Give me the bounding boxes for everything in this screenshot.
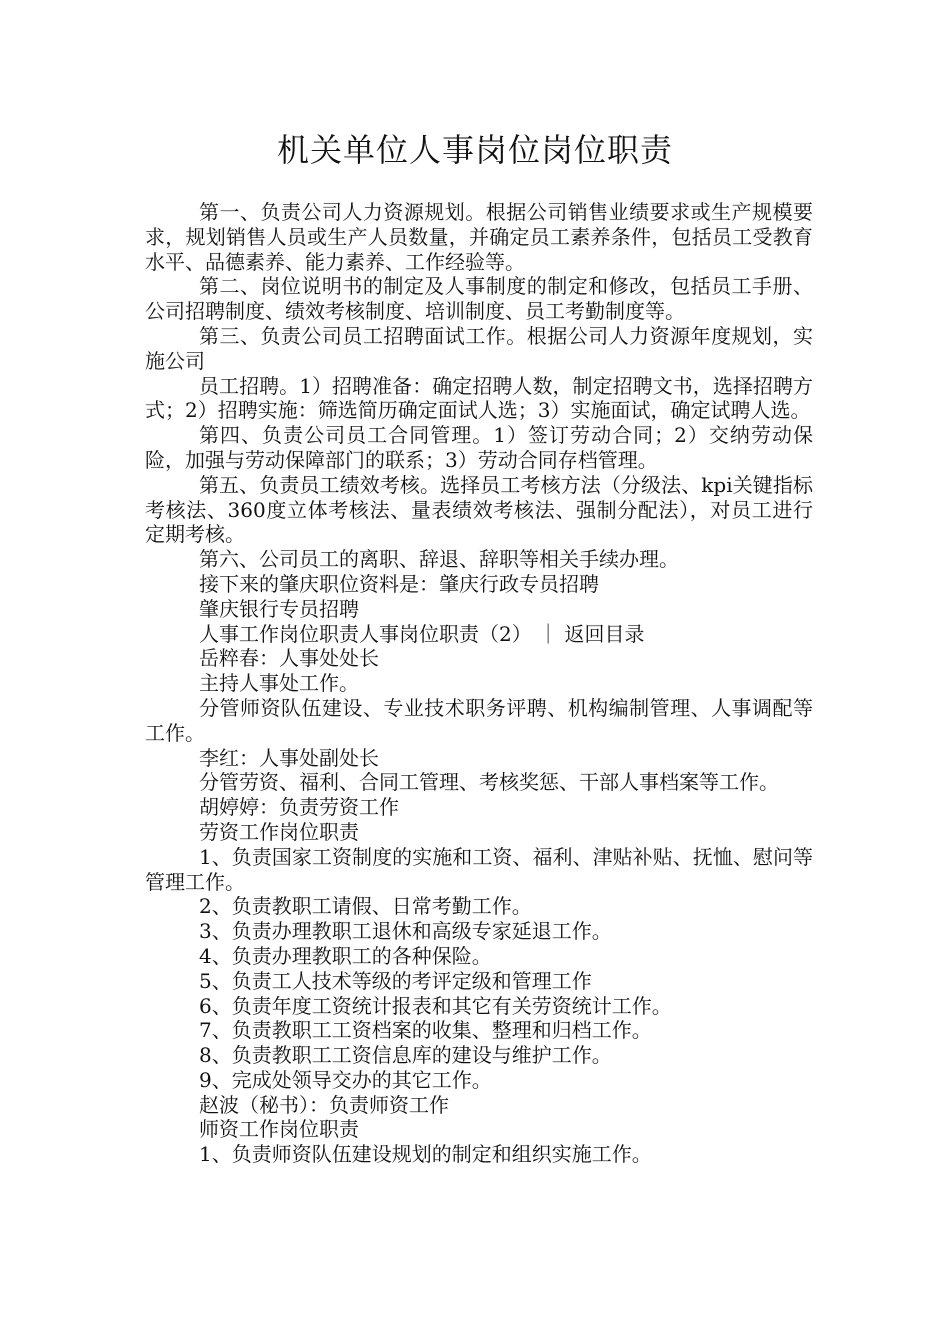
paragraph: 李红：人事处副处长: [199, 745, 379, 770]
paragraph: 6、负责年度工资统计报表和其它有关劳资统计工作。: [199, 993, 672, 1018]
paragraph: 分管劳资、福利、合同工管理、考核奖惩、干部人事档案等工作。: [199, 770, 779, 795]
paragraph: 9、完成处领导交办的其它工作。: [199, 1067, 492, 1092]
paragraph: 师资工作岗位职责: [199, 1117, 359, 1142]
paragraph: 主持人事处工作。: [199, 671, 359, 696]
paragraph: 第六、公司员工的离职、辞退、辞职等相关手续办理。: [199, 547, 679, 572]
paragraph: 1、负责国家工资制度的实施和工资、福利、津贴补贴、抚恤、慰问等管理工作。: [145, 844, 813, 894]
paragraph: 7、负责教职工工资档案的收集、整理和归档工作。: [199, 1018, 652, 1043]
paragraph: 第五、负责员工绩效考核。选择员工考核方法（分级法、kpi关键指标考核法、360度立体考核法、量表绩效考核法、强制分配法），对员工进行定期考核。: [145, 472, 813, 547]
paragraph: 2、负责教职工请假、日常考勤工作。: [199, 894, 532, 919]
paragraph: 接下来的肇庆职位资料是：肇庆行政专员招聘: [199, 571, 599, 596]
paragraph: 4、负责办理教职工的各种保险。: [199, 943, 492, 968]
paragraph: 第三、负责公司员工招聘面试工作。根据公司人力资源年度规划，实施公司: [145, 323, 813, 373]
paragraph: 第四、负责公司员工合同管理。1）签订劳动合同；2）交纳劳动保险，加强与劳动保障部门的联系；3）劳动合同存档管理。: [145, 423, 813, 472]
paragraph: 员工招聘。1）招聘准备：确定招聘人数，制定招聘文书，选择招聘方式；2）招聘实施：筛选简历确定面试人选；3）实施面试，确定试聘人选。: [145, 373, 813, 423]
paragraph: 劳资工作岗位职责: [199, 819, 359, 844]
paragraph: 分管师资队伍建设、专业技术职务评聘、机构编制管理、人事调配等工作。: [145, 695, 813, 745]
paragraph: 赵波（秘书）：负责师资工作: [199, 1092, 449, 1117]
paragraph: 5、负责工人技术等级的考评定级和管理工作: [199, 968, 592, 993]
paragraph: 1、负责师资队伍建设规划的制定和组织实施工作。: [199, 1142, 652, 1167]
paragraph: 人事工作岗位职责人事岗位职责（2） ｜ 返回目录: [199, 621, 645, 646]
document-body: [145, 200, 813, 1167]
document-title: 机关单位人事岗位岗位职责: [276, 131, 673, 169]
paragraph: 胡婷婷：负责劳资工作: [199, 795, 399, 820]
paragraph: 8、负责教职工工资信息库的建设与维护工作。: [199, 1043, 612, 1068]
paragraph: 肇庆银行专员招聘: [199, 596, 359, 621]
paragraph: 第二、岗位说明书的制定及人事制度的制定和修改，包括员工手册、公司招聘制度、绩效考核制度、培训制度、员工考勤制度等。: [145, 274, 813, 324]
paragraph: 3、负责办理教职工退休和高级专家延退工作。: [199, 919, 612, 944]
paragraph: 岳粹春：人事处处长: [199, 646, 379, 671]
paragraph: 第一、负责公司人力资源规划。根据公司销售业绩要求或生产规模要求，规划销售人员或生产人员数量，并确定员工素养条件，包括员工受教育水平、品德素养、能力素养、工作经验等。: [145, 200, 813, 274]
